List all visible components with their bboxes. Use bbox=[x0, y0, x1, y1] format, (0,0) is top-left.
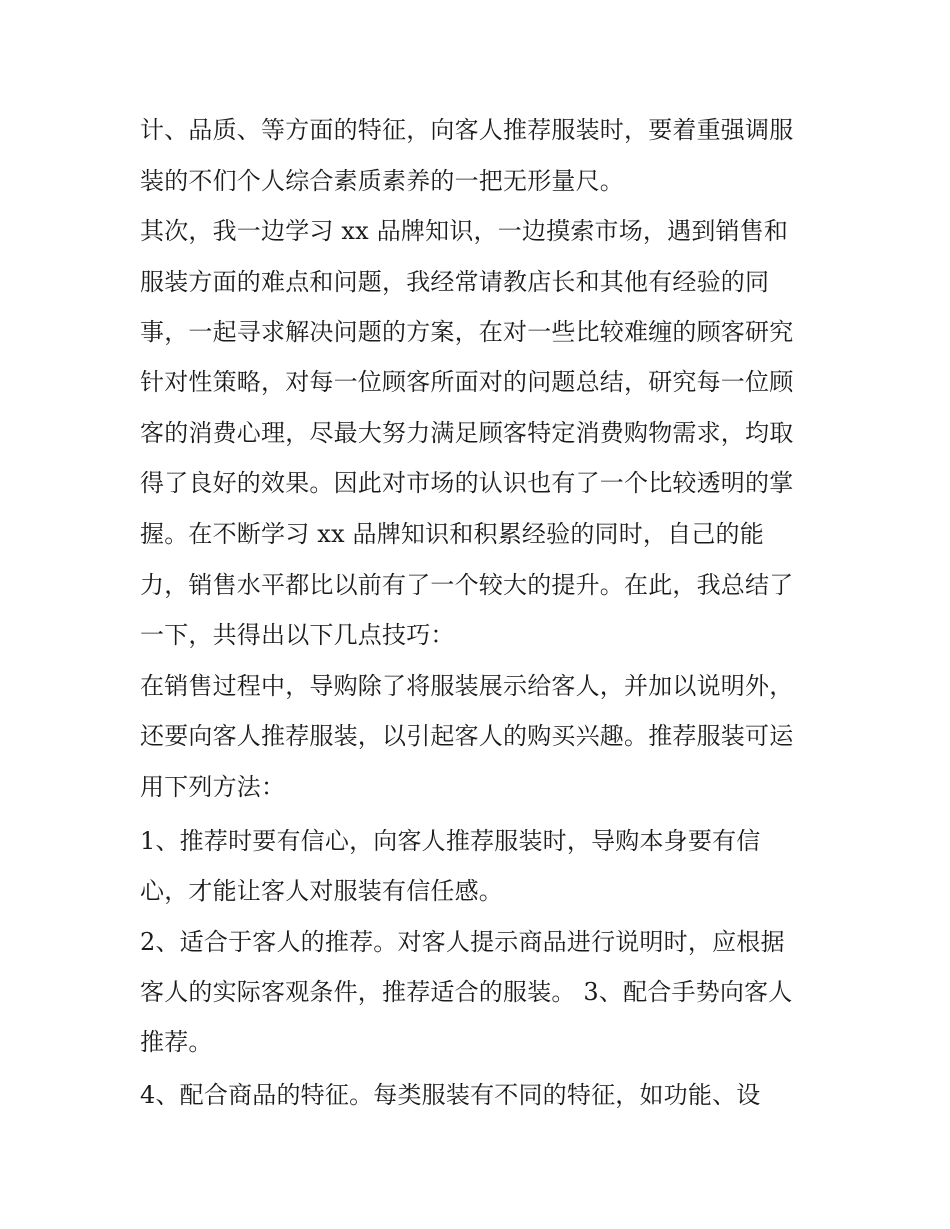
text-line: 计、品质、等方面的特征，向客人推荐服装时，要着重强调服 bbox=[140, 116, 794, 144]
text-line: 4、配合商品的特征。每类服装有不同的特征，如功能、设 bbox=[140, 1081, 761, 1109]
text-line: 还要向客人推荐服装，以引起客人的购买兴趣。推荐服装可运 bbox=[140, 722, 794, 750]
text-line: 握。在不断学习 xx 品牌知识和积累经验的同时，自己的能 bbox=[140, 520, 764, 548]
text-line: 1、推荐时要有信心，向客人推荐服装时，导购本身要有信 bbox=[140, 827, 761, 855]
text-line: 在销售过程中，导购除了将服装展示给客人，并加以说明外， bbox=[140, 672, 794, 700]
text-line: 针对性策略，对每一位顾客所面对的问题总结，研究每一位顾 bbox=[140, 368, 794, 396]
text-line: 2、适合于客人的推荐。对客人提示商品进行说明时，应根据 bbox=[140, 928, 785, 956]
text-line: 客人的实际客观条件，推荐适合的服装。 3、配合手势向客人 bbox=[140, 978, 793, 1006]
text-line: 心，才能让客人对服装有信任感。 bbox=[140, 877, 503, 905]
text-line: 得了良好的效果。因此对市场的认识也有了一个比较透明的掌 bbox=[140, 469, 794, 497]
text-line: 推荐。 bbox=[140, 1028, 213, 1056]
text-line: 一下，共得出以下几点技巧： bbox=[140, 621, 455, 649]
text-line: 其次，我一边学习 xx 品牌知识，一边摸索市场，遇到销售和 bbox=[140, 217, 789, 245]
text-line: 服装方面的难点和问题，我经常请教店长和其他有经验的同 bbox=[140, 268, 770, 296]
text-line: 事，一起寻求解决问题的方案，在对一些比较难缠的顾客研究 bbox=[140, 318, 794, 346]
text-line: 用下列方法： bbox=[140, 773, 286, 801]
text-line: 装的不们个人综合素质素养的一把无形量尺。 bbox=[140, 167, 624, 195]
text-line: 力，销售水平都比以前有了一个较大的提升。在此，我总结了 bbox=[140, 571, 794, 599]
text-line: 客的消费心理，尽最大努力满足顾客特定消费购物需求，均取 bbox=[140, 419, 794, 447]
